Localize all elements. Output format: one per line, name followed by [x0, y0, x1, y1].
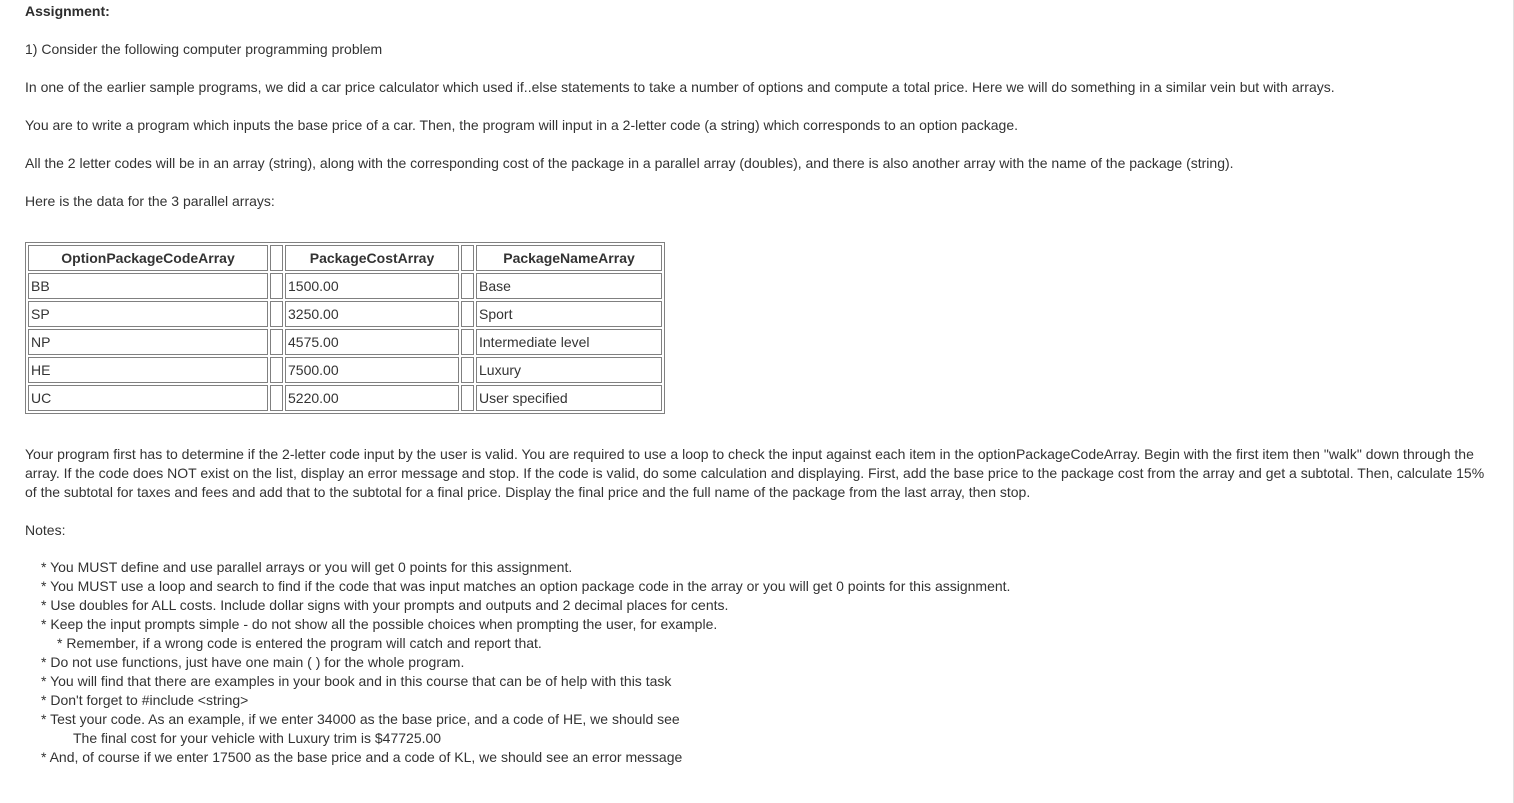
code-cell: HE	[28, 357, 268, 383]
instructions-paragraph: Your program first has to determine if the 2-letter code input by the user is valid. You are required to use a loop to check the input against each item in the optionPackageCodeArray. Begin with the first item then "walk" down through the array. If the code does NOT exist on the list, display an error message and stop. If the code is valid, do some calculation and displaying. First, add the base price to the package cost from the array and get a subtotal. Then, calculate 15% of the subtotal for taxes and fees and add that to the subtotal for a final price. Display the final price and the full name of the package from the last array, then stop.	[25, 446, 1485, 501]
cost-cell: 7500.00	[285, 357, 459, 383]
cost-cell: 4575.00	[285, 329, 459, 355]
list-item: * Don't forget to #include <string>	[41, 692, 249, 708]
separator-cell	[461, 245, 474, 271]
table-row	[28, 357, 662, 383]
list-item: * Keep the input prompts simple - do not show all the possible choices when prompting the user, for example.	[41, 616, 718, 632]
name-cell: Base	[476, 273, 662, 299]
assignment-heading: Assignment:	[25, 3, 110, 19]
separator-cell	[270, 357, 283, 383]
intro-paragraph-3: All the 2 letter codes will be in an array (string), along with the corresponding cost of the package in a parallel array (doubles), and there is also another array with the name of the package (string).	[25, 155, 1234, 171]
list-item: * You will find that there are examples in your book and in this course that can be of help with this task	[41, 673, 672, 689]
separator-cell	[270, 245, 283, 271]
name-cell: Luxury	[476, 357, 662, 383]
problem-intro: 1) Consider the following computer programming problem	[25, 41, 383, 57]
separator-cell	[461, 385, 474, 411]
list-item: * You MUST define and use parallel arrays or you will get 0 points for this assignment.	[41, 559, 573, 575]
name-cell: User specified	[476, 385, 662, 411]
separator-cell	[270, 301, 283, 327]
table-row	[28, 273, 662, 299]
intro-paragraph-4: Here is the data for the 3 parallel arrays:	[25, 193, 275, 209]
list-item: * Do not use functions, just have one main ( ) for the whole program.	[41, 654, 465, 670]
separator-cell	[270, 329, 283, 355]
cost-cell: 1500.00	[285, 273, 459, 299]
list-item: * Remember, if a wrong code is entered the program will catch and report that.	[57, 635, 542, 651]
separator-cell	[461, 357, 474, 383]
list-item: * And, of course if we enter 17500 as the base price and a code of KL, we should see an error message	[41, 749, 683, 765]
parallel-arrays-table	[25, 242, 665, 414]
notes-label: Notes:	[25, 522, 66, 538]
code-cell: UC	[28, 385, 268, 411]
intro-paragraph-2: You are to write a program which inputs the base price of a car. Then, the program will input in a 2-letter code (a string) which corresponds to an option package.	[25, 117, 1018, 133]
separator-cell	[270, 273, 283, 299]
table-header-row	[28, 245, 662, 271]
notes-list	[41, 558, 1010, 767]
code-cell: SP	[28, 301, 268, 327]
cost-cell: 3250.00	[285, 301, 459, 327]
separator-cell	[461, 301, 474, 327]
header-package-cost: PackageCostArray	[285, 245, 459, 271]
list-item: * Test your code. As an example, if we enter 34000 as the base price, and a code of HE, we should see	[41, 711, 680, 727]
table-row	[28, 329, 662, 355]
list-item: * You MUST use a loop and search to find if the code that was input matches an option package code in the array or you will get 0 points for this assignment.	[41, 578, 1011, 594]
code-cell: BB	[28, 273, 268, 299]
separator-cell	[461, 329, 474, 355]
name-cell: Sport	[476, 301, 662, 327]
header-option-package-code: OptionPackageCodeArray	[28, 245, 268, 271]
name-cell: Intermediate level	[476, 329, 662, 355]
cost-cell: 5220.00	[285, 385, 459, 411]
list-item: * Use doubles for ALL costs. Include dollar signs with your prompts and outputs and 2 decimal places for cents.	[41, 597, 729, 613]
table-row	[28, 385, 662, 411]
separator-cell	[270, 385, 283, 411]
list-item: The final cost for your vehicle with Luxury trim is $47725.00	[73, 730, 442, 746]
header-package-name: PackageNameArray	[476, 245, 662, 271]
table-row	[28, 301, 662, 327]
intro-paragraph-1: In one of the earlier sample programs, we did a car price calculator which used if..else statements to take a number of options and compute a total price. Here we will do something in a similar vein but with arrays.	[25, 79, 1335, 95]
code-cell: NP	[28, 329, 268, 355]
separator-cell	[461, 273, 474, 299]
